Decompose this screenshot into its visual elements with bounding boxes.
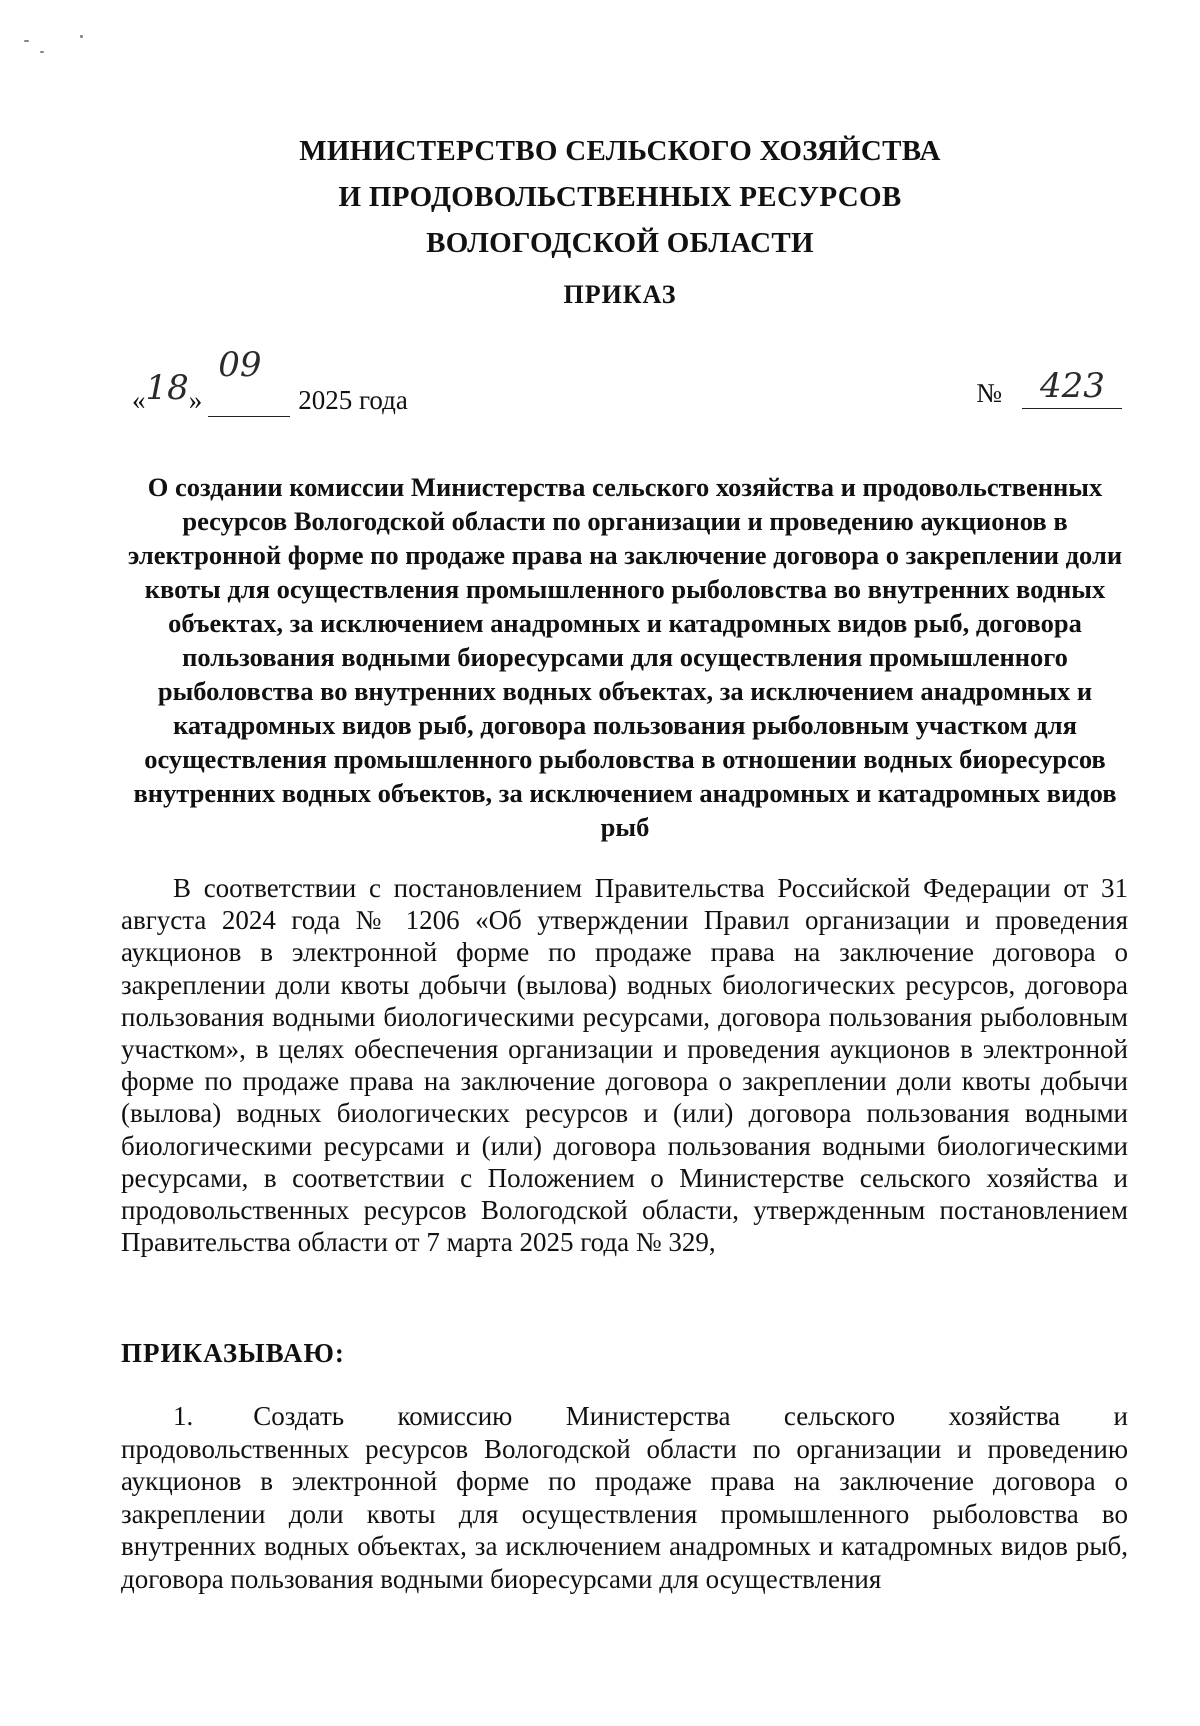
number-blank bbox=[1022, 366, 1122, 409]
order-subject: О создании комиссии Министерства сельского хозяйства и продовольственных ресурсов Вологодской области по организации и проведению аукционов в электронной форме по продаже права на заключение договора о закреплении доли квоты для осуществления промышленного рыболовства во внутренних водных объектах, за исключением анадромных и катадромных видов рыб, договора пользования водными биоресурсами для осуществления промышленного рыболовства во внутренних водных объектах, за исключением анадромных и катадромных видов рыб, договора пользования рыболовным участком для осуществления промышленного рыболовства в отношении водных биоресурсов внутренних водных объектов, за исключением анадромных и катадромных видов рыб bbox=[127, 472, 1123, 842]
item-1-text: Создать комиссию Министерства сельского хозяйства и продовольственных ресурсов Вологодской области по организации и проведению аукционов в электронной форме по продаже права на заключение договора о закреплении доли квоты для осуществления промышленного рыболовства во внутренних водных объектах, за исключением анадромных и катадромных видов рыб, договора пользования водными биоресурсами для осуществления bbox=[121, 1401, 1128, 1594]
date-year-text: 2025 года bbox=[298, 385, 408, 415]
scan-speck bbox=[40, 51, 44, 53]
order-date bbox=[132, 345, 408, 418]
order-item-1 bbox=[121, 1400, 1128, 1596]
order-number bbox=[976, 366, 1122, 409]
handwritten-day: 18 bbox=[145, 368, 189, 408]
number-label: № bbox=[976, 378, 1002, 408]
handwritten-month: 09 bbox=[218, 345, 262, 385]
preamble-paragraph: В соответствии с постановлением Правительства Российской Федерации от 31 августа 2024 года № 1206 «Об утверждении Правил организации и проведения аукционов в электронной форме по продаже права на заключение договора о закреплении доли квоты добычи (вылова) водных биологических ресурсов, договора пользования водными биологическими ресурсами, договора пользования рыболовным участком», в целях обеспечения организации и проведения аукционов в электронной форме по продаже права на заключение договора о закреплении доли квоты добычи (вылова) водных биологических ресурсов и (или) договора пользования водными биологическими ресурсами и (или) договора пользования водными биологическими ресурсами, в соответствии с Положением о Министерстве сельского хозяйства и продовольственных ресурсов Вологодской области, утвержденным постановлением Правительства области от 7 марта 2025 года № 329, bbox=[121, 873, 1128, 1258]
handwritten-number: 423 bbox=[1040, 366, 1105, 406]
scan-speck bbox=[80, 35, 83, 38]
ministry-line-1: МИНИСТЕРСТВО СЕЛЬСКОГО ХОЗЯЙСТВА bbox=[299, 135, 941, 167]
date-open-quote: « bbox=[132, 385, 146, 415]
date-number-row bbox=[132, 345, 1122, 420]
ministry-header bbox=[0, 128, 1200, 266]
date-close-quote: » bbox=[188, 385, 203, 415]
command-heading: ПРИКАЗЫВАЮ: bbox=[121, 1338, 345, 1368]
order-title: ПРИКАЗ bbox=[563, 280, 677, 309]
month-blank bbox=[208, 345, 290, 417]
ministry-line-2: И ПРОДОВОЛЬСТВЕННЫХ РЕСУРСОВ bbox=[338, 181, 902, 213]
item-1-number: 1. bbox=[173, 1401, 194, 1431]
ministry-line-3: ВОЛОГОДСКОЙ ОБЛАСТИ bbox=[426, 227, 814, 259]
scan-speck bbox=[24, 40, 29, 42]
